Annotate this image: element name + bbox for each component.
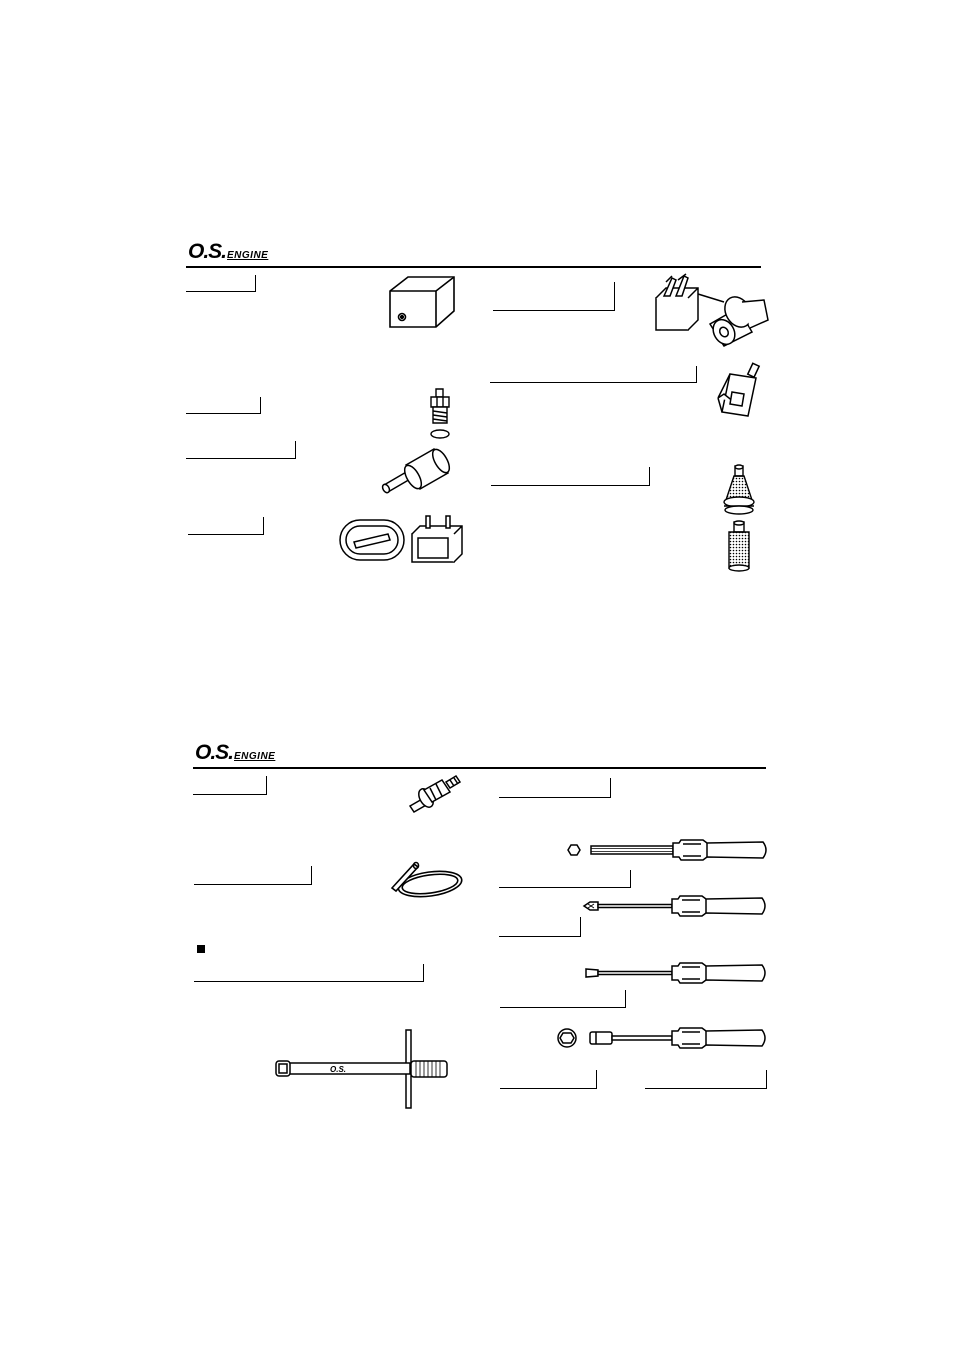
phillips-screwdriver-image	[582, 892, 770, 920]
section-divider-top	[186, 266, 761, 268]
label-line-hex-driver	[499, 870, 631, 888]
label-line-fuel-tubing	[194, 866, 312, 885]
os-engine-logo-top: O.S. ENGINE	[188, 240, 269, 263]
battery-charger-image	[336, 512, 466, 568]
battery-box-image	[388, 275, 458, 330]
heading-bullet-square	[197, 945, 205, 953]
fuel-valve-image	[406, 772, 466, 814]
label-line-battery-box	[186, 275, 256, 292]
glow-plug-connector-image	[378, 447, 452, 497]
fuel-filters-image	[720, 462, 760, 572]
label-line-glow-plug	[186, 397, 261, 414]
label-line-flat-driver	[500, 990, 626, 1008]
label-line-tank-fitting	[490, 366, 697, 383]
label-line-plug-wrench	[194, 964, 424, 982]
label-line-fuel-pump	[493, 282, 615, 311]
flat-screwdriver-image	[584, 959, 770, 987]
glow-plug-image	[426, 387, 454, 442]
label-line-socket-wrench	[645, 1070, 767, 1089]
label-line-phillips-driver	[499, 917, 581, 937]
label-line-tool-set	[499, 778, 611, 798]
wrench-logo-text: O.S.	[330, 1065, 347, 1074]
section-divider-bottom	[193, 767, 766, 769]
label-line-socket-driver	[500, 1070, 597, 1089]
plug-wrench-image	[272, 1028, 448, 1110]
label-line-fuel-valve	[193, 776, 267, 795]
fuel-tank-fitting-image	[714, 362, 764, 422]
hex-screwdriver-image	[563, 836, 771, 864]
fuel-pump-image	[652, 272, 772, 347]
label-line-plug-connector	[186, 441, 296, 459]
label-line-battery-charger	[188, 517, 264, 535]
label-line-fuel-filter	[491, 467, 650, 486]
fuel-tubing-image	[388, 858, 468, 902]
os-engine-logo-bottom: O.S. ENGINE	[195, 741, 276, 764]
socket-screwdriver-image	[556, 1023, 770, 1053]
